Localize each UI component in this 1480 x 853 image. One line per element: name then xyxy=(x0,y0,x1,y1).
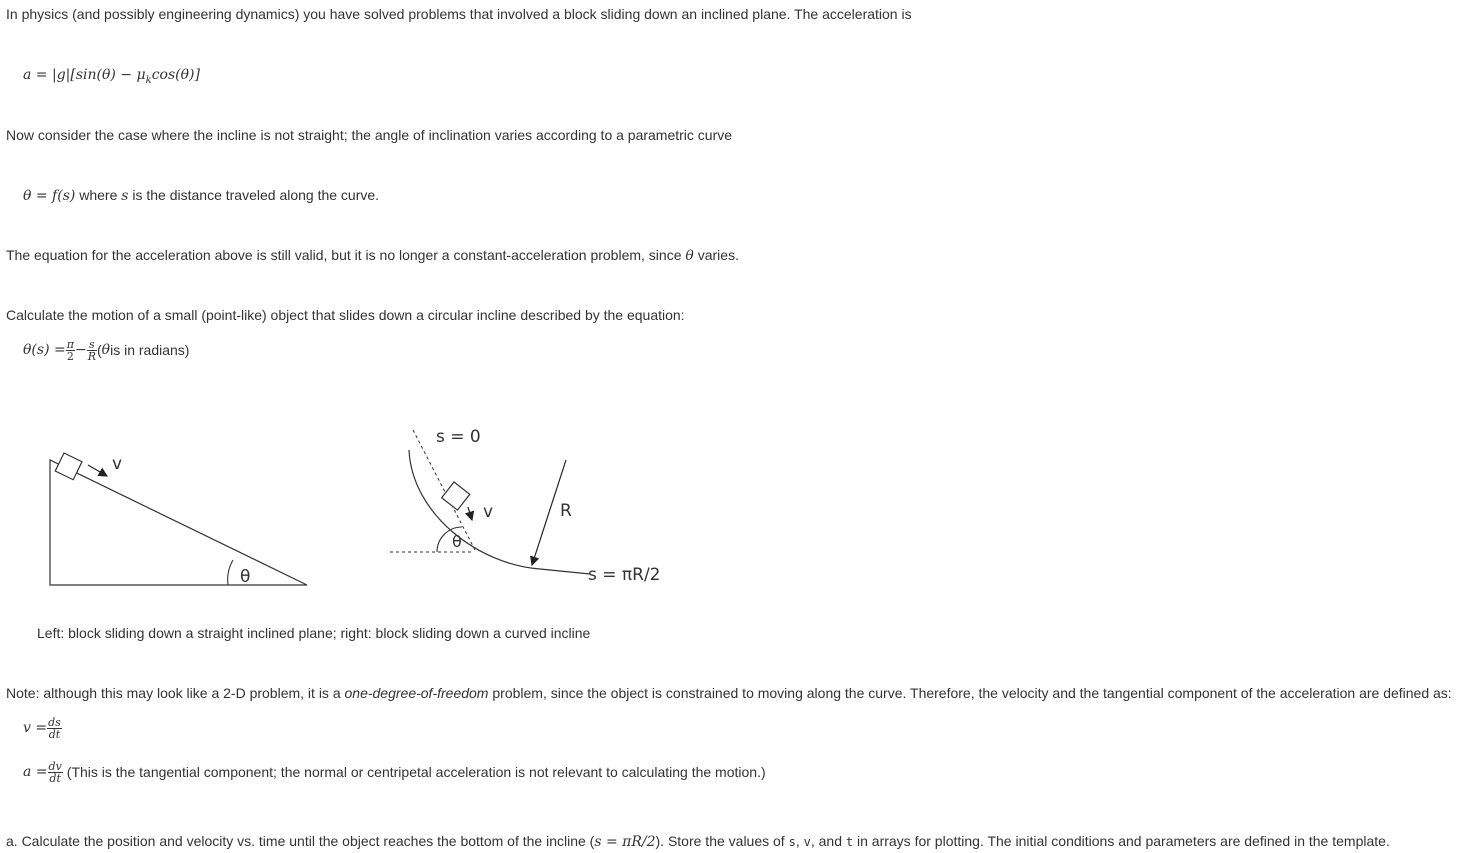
tangent-line xyxy=(413,430,475,550)
block-left xyxy=(55,453,82,480)
intro-text: In physics (and possibly engineering dynamics) you have solved problems that involved a block sliding down an inclined plane. The acceleration is xyxy=(6,6,912,22)
incline-figure xyxy=(0,415,700,615)
part-a-math: s = πR/2 xyxy=(594,834,656,850)
eq-sub-k: k xyxy=(145,74,152,86)
theta-function-line: θ = f(s) where s is the distance traveled along the curve. xyxy=(23,187,380,204)
code-t: t xyxy=(845,835,854,849)
circle-equation: θ(s) = $\frac{\pi}{2}$ − $\frac{s}{R}$ ( θ is in radians) xyxy=(23,337,190,363)
ds-dt-fraction: $\frac{ds}{dt}$ xyxy=(48,715,61,741)
right-R-label: R xyxy=(560,501,572,521)
straight-incline-diagram xyxy=(50,453,307,587)
velocity-arrow-right xyxy=(468,507,472,520)
eq-lhs: a = xyxy=(23,67,52,83)
s-over-R-fraction: $\frac{s}{R}$ xyxy=(87,337,96,363)
block-right xyxy=(442,482,470,510)
left-theta-label: θ xyxy=(240,567,251,587)
code-v: v xyxy=(803,835,811,849)
calculate-paragraph: Calculate the motion of a small (point-like) object that slides down a circular incline described by the equation: xyxy=(6,307,685,323)
velocity-arrow-left xyxy=(88,465,107,476)
tangential-note: (This is the tangential component; the normal or centripetal acceleration is not relevant to calculating the motion.) xyxy=(66,764,766,780)
eq-bracket: [sin(θ) − μ xyxy=(70,67,146,83)
figure-caption: Left: block sliding down a straight inclined plane; right: block sliding down a curved incline xyxy=(37,625,591,641)
pi-over-2-fraction: $\frac{\pi}{2}$ xyxy=(66,337,74,363)
curved-incline-diagram xyxy=(390,427,661,585)
eq-g: g xyxy=(56,67,66,83)
left-angle-arc xyxy=(228,560,233,585)
acceleration-equation: $a = |g|[\sin(\theta) - \mu_k\cos(\theta)]$ xyxy=(23,67,200,86)
incline-triangle xyxy=(50,460,307,585)
code-s: s xyxy=(788,835,796,849)
right-v-label: v xyxy=(483,502,494,522)
valid-paragraph: The equation for the acceleration above is still valid, but it is no longer a constant-acceleration problem, since θ varies. xyxy=(6,247,739,264)
acceleration-definition: a = $\frac{dv}{dt}$ (This is the tangential component; the normal or centripetal acceleration is not relevant to calculating the motion.) xyxy=(23,759,766,785)
circle-eq-lhs: θ(s) = xyxy=(23,342,66,358)
curve-paragraph: Now consider the case where the incline is not straight; the angle of inclination varies according to a parametric curve xyxy=(6,127,733,143)
theta-symbol: θ xyxy=(685,248,694,264)
right-theta-label: θ xyxy=(452,532,462,551)
theta-expr: θ = f(s) xyxy=(23,188,76,204)
s-zero-label: s = 0 xyxy=(436,427,481,447)
velocity-definition: v = $\frac{ds}{dt}$ xyxy=(23,715,61,741)
dv-dt-fraction: $\frac{dv}{dt}$ xyxy=(48,759,62,785)
part-a-instruction: a. Calculate the position and velocity vs. time until the object reaches the bottom of the incline (s = πR/2). Store the values of s, v, and t in arrays for plotting. The initial conditions and parameters are defined in the template. xyxy=(6,833,1390,850)
s-symbol: s xyxy=(121,188,129,204)
s-end-label: s = πR/2 xyxy=(588,565,661,585)
left-v-label: v xyxy=(112,454,123,474)
note-paragraph: Note: although this may look like a 2-D problem, it is a one-degree-of-freedom problem, since the object is constrained to moving along the curve. Therefore, the velocity and the tangential component of the acceleration are defined as: xyxy=(6,685,1452,701)
eq-bracket-end: cos(θ)] xyxy=(151,67,200,83)
